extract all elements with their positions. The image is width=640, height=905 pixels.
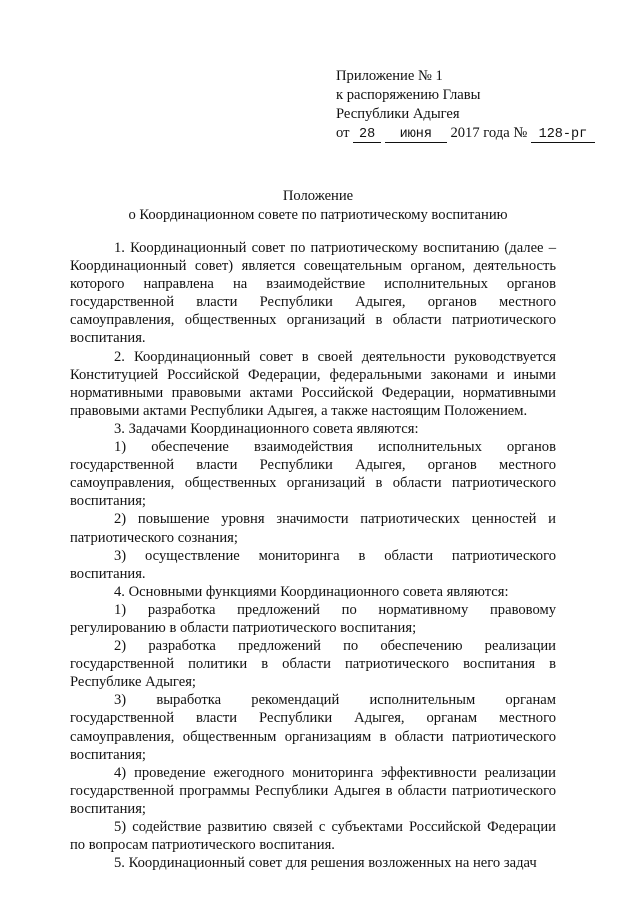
document-body: [70, 239, 556, 872]
paragraph: 4. Основными функциями Координационного совета являются:: [114, 583, 509, 600]
document-title: [70, 187, 566, 225]
appendix-republic: Республики Адыгея: [336, 106, 460, 122]
list-item: 5) содействие развитию связей с субъектами Российской Федерации по вопросам патриотического воспитания.: [70, 819, 556, 854]
date-day-field: 28: [353, 128, 381, 143]
list-item: 2) повышение уровня значимости патриотических ценностей и патриотического сознания;: [70, 511, 556, 546]
title-line-2: о Координационном совете по патриотическому воспитанию: [128, 207, 508, 223]
appendix-header: [336, 67, 595, 143]
date-month-field: июня: [385, 128, 447, 143]
appendix-label: Приложение № 1: [336, 68, 443, 84]
appendix-order-ref: к распоряжению Главы: [336, 87, 481, 103]
list-item: 3) осуществление мониторинга в области патриотического воспитания.: [70, 547, 556, 582]
date-prefix: от: [336, 125, 350, 141]
date-year: 2017 года №: [450, 125, 528, 141]
list-item: 2) разработка предложений по обеспечению реализации государственной политики в области патриотического воспитания в Республике Адыгея;: [70, 638, 556, 691]
title-line-1: Положение: [282, 188, 354, 204]
list-item: 1) обеспечение взаимодействия исполнительных органов государственной власти Республики Адыгея, органов местного самоуправления, общественных организаций в области патриотического воспитания;: [70, 439, 556, 510]
paragraph: 5. Координационный совет для решения возложенных на него задач: [114, 855, 537, 872]
list-item: 3) выработка рекомендаций исполнительным органам государственной власти Республики Адыгея, органам местного самоуправления, общественным организациям в области патриотического воспитания;: [70, 692, 556, 763]
paragraph: 3. Задачами Координационного совета являются:: [114, 420, 419, 437]
doc-number-field: 128-рг: [531, 128, 595, 143]
paragraph: 2. Координационный совет в своей деятельности руководствуется Конституцией Российской Федерации, федеральными законами и иными нормативными правовыми актами Российской Федерации, нормативными правовыми актами Республики Адыгея, а также настоящим Положением.: [70, 348, 556, 419]
paragraph: 1. Координационный совет по патриотическому воспитанию (далее – Координационный совет) является совещательным органом, деятельность которого направлена на взаимодействие исполнительных органов государственной власти Республики Адыгея, органов местного самоуправления, общественных организаций в области патриотического воспитания.: [70, 240, 556, 347]
list-item: 1) разработка предложений по нормативному правовому регулированию в области патриотического воспитания;: [70, 601, 556, 636]
list-item: 4) проведение ежегодного мониторинга эффективности реализации государственной программы Республики Адыгея в области патриотического воспитания;: [70, 764, 556, 817]
appendix-date-line: [336, 124, 595, 143]
